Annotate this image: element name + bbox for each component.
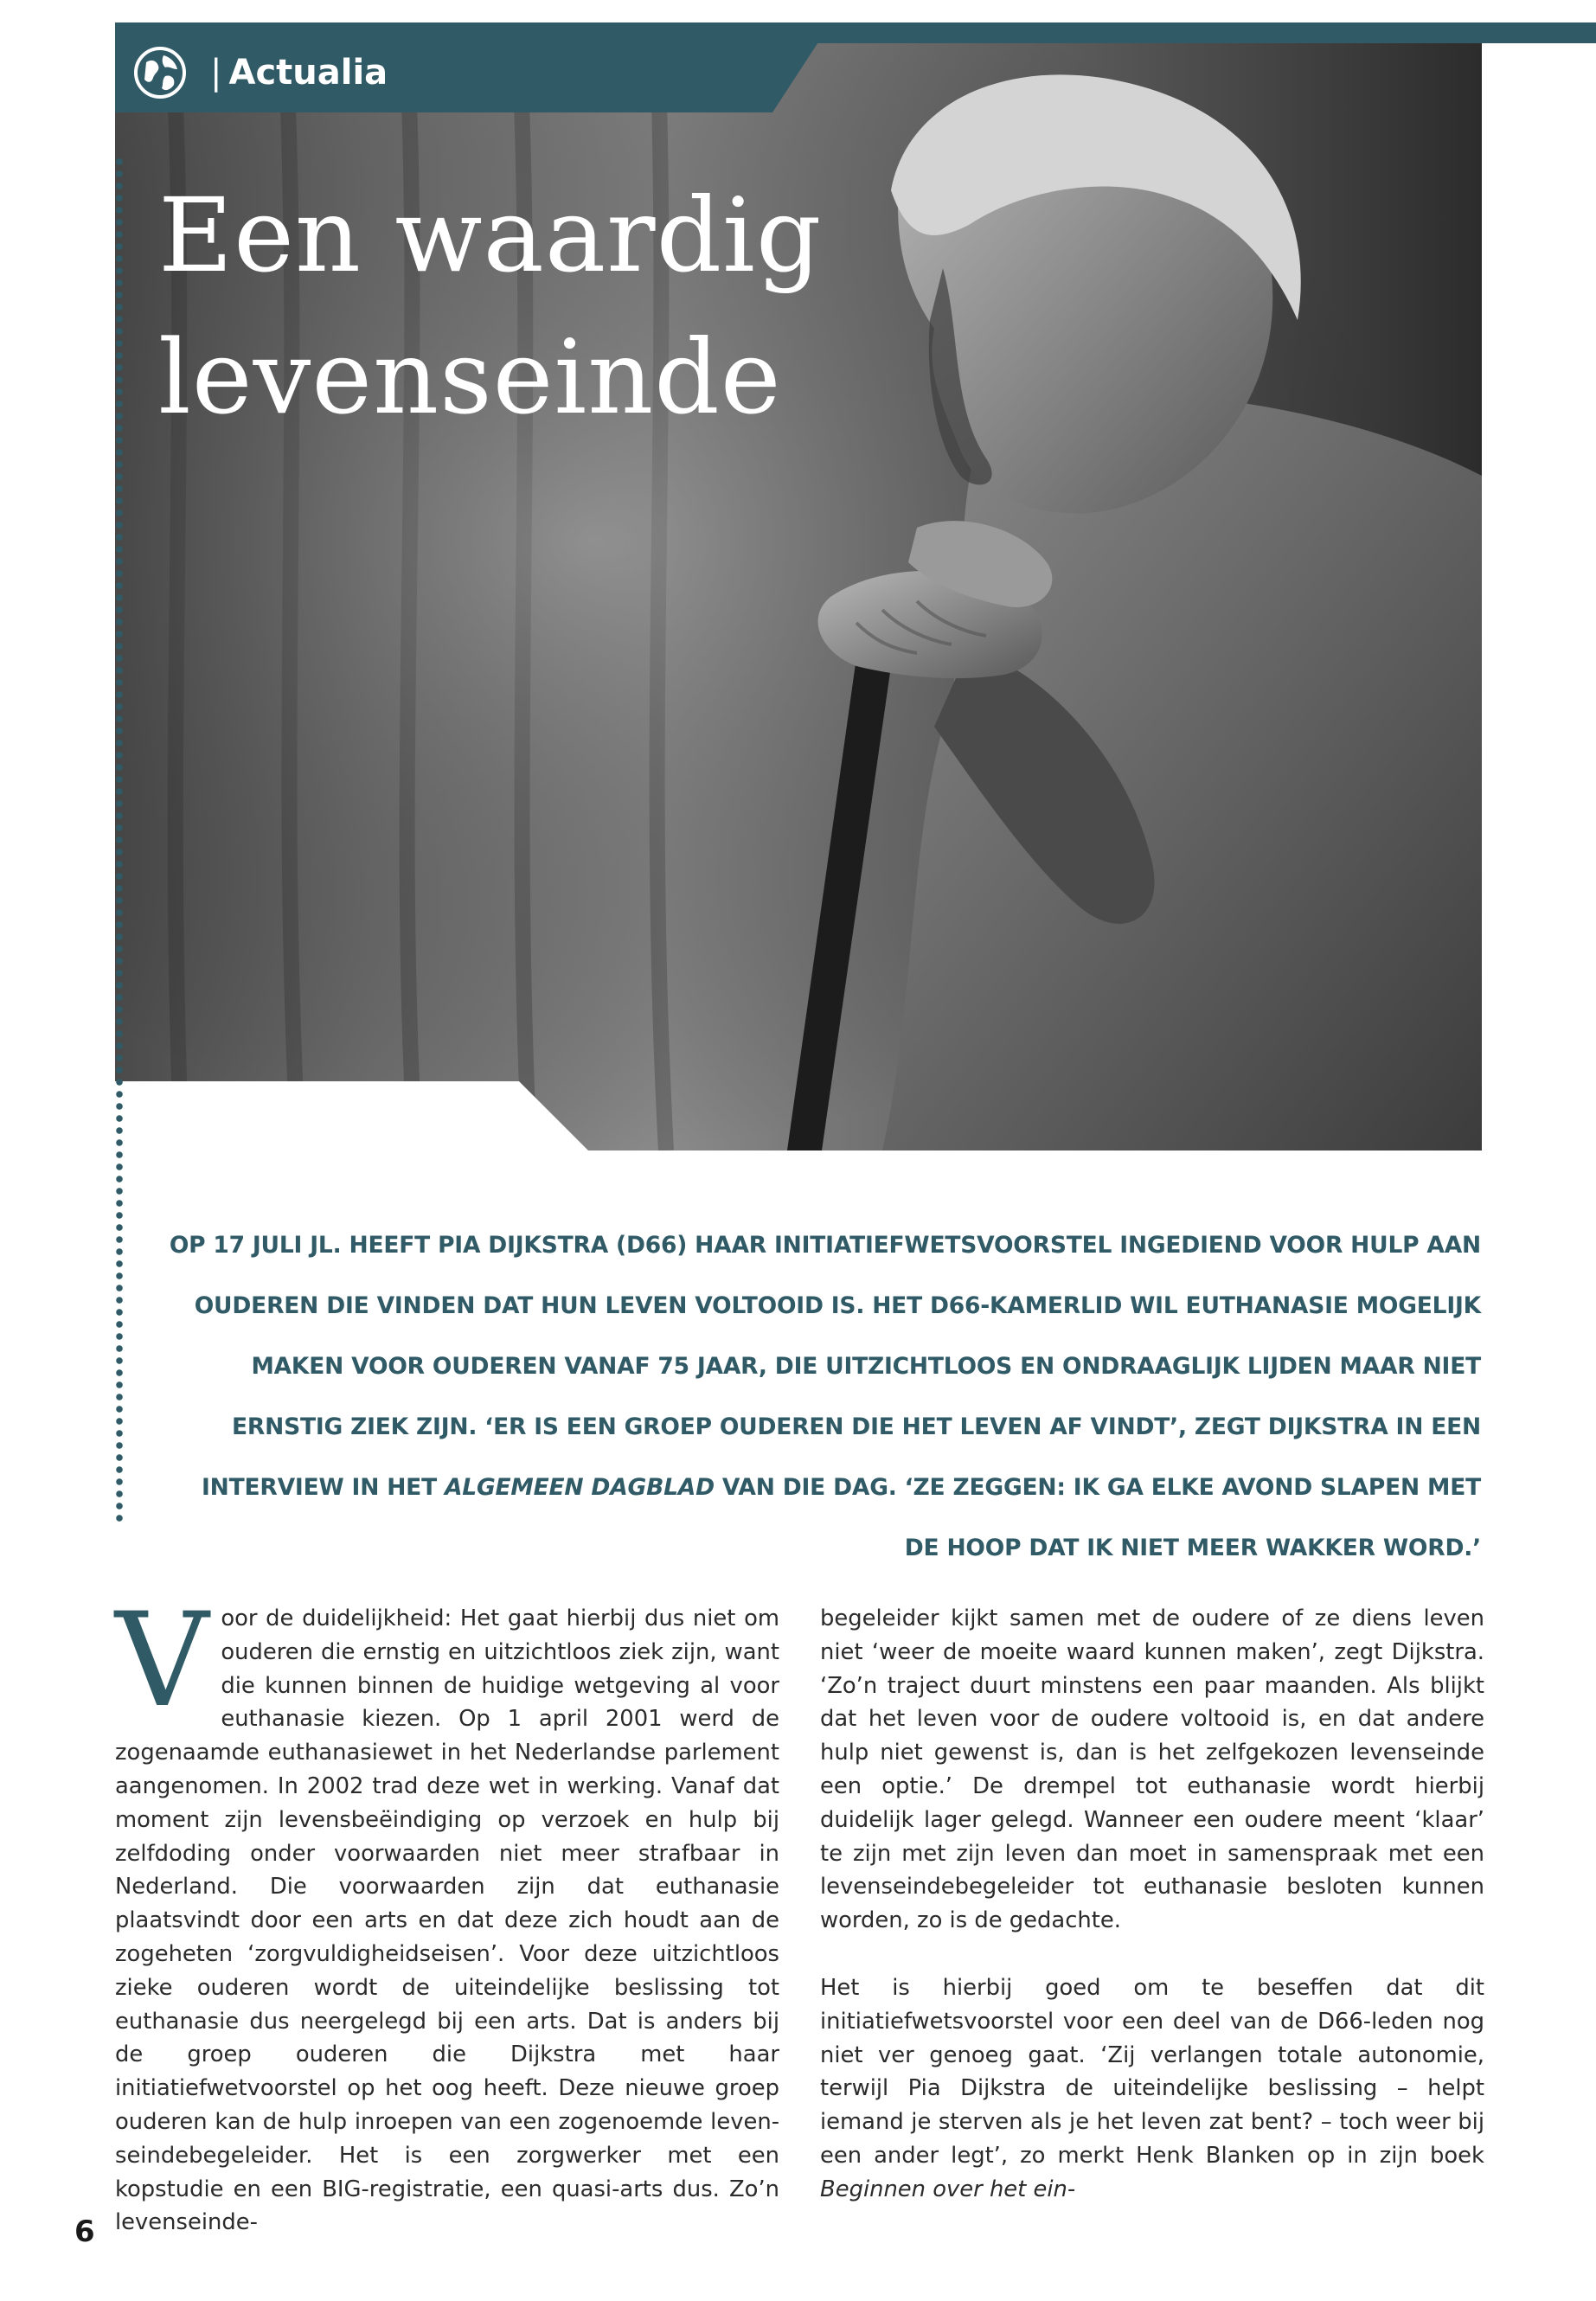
article-lead [164,1215,1481,1579]
body-column-right [820,1602,1484,2207]
section-separator: | [210,53,222,93]
section-label [210,48,388,97]
section-tab [115,33,824,112]
dropcap: V [115,1586,209,1736]
lead-publication: ALGEMEEN DAGBLAD [444,1474,715,1501]
globe-icon [132,45,188,100]
book-title: Beginnen over het ein- [820,2176,1076,2202]
page-number: 6 [74,2214,95,2249]
body-paragraph-text: Het is hierbij goed om te beseffen dat dit initiatiefwetsvoorstel voor een deel van de D66-leden nog niet ver genoeg gaat. ‘Zij verlangen totale autonomie, terwijl Pia Dijkstra de uiteindelijke beslissing – helpt iemand je sterven als je het leven zat bent? – toch weer bij een ander legt’, zo merkt Henk Blanken op in zijn boek [820,1974,1484,2169]
body-paragraph-text: oor de duidelijkheid: Het gaat hierbij dus niet om ouderen die ernstig en uitzichtloos ziek zijn, want die kunnen binnen de huidige wetgeving al voor euthanasie kiezen. Op 1 april 2001 werd de zogenaamde euthanasiewet in het Nederlandse parlement aangenomen. In 2002 trad deze wet in werking. Vanaf dat moment zijn levensbeëindiging op verzoek en hulp bij zelfdoding onder voorwaarden niet meer strafbaar in Nederland. Die voorwaarden zijn dat euthanasie plaatsvindt door een arts en dat deze zich houdt aan de zogeheten ‘zorgvuldigheidseisen’. Voor deze uitzichtloos zieke ouderen wordt de uiteindelijke beslissing tot euthanasie dus neergelegd bij een arts. Dat is anders bij de groep ouderen die Dijkstra met haar initiatiefwetvoorstel op het oog heeft. Deze nieuwe groep ouderen kan de hulp inroepen van een zogenoemde levenseindebegeleider. Het is een zorgwerker met een kopstudie en een BIG-registratie, een quasi-arts dus. Zo’n levenseinde- [115,1606,779,2236]
body-column-left [115,1586,779,2240]
lead-text-2: VAN DIE DAG. ‘ZE ZEGGEN: IK GA ELKE AVOND SLAPEN MET DE HOOP DAT IK NIET MEER WAKKER WORD.’ [714,1474,1481,1561]
body-paragraph [115,1586,779,2240]
lead-text-1: OP 17 JULI JL. HEEFT PIA DIJKSTRA (D66) HAAR INITIATIEFWETSVOORSTEL INGEDIEND VOOR HULP AAN OUDEREN DIE VINDEN DAT HUN LEVEN VOLTOOID IS. HET D66-KAMERLID WIL EUTHANASIE MOGELIJK MAKEN VOOR OUDEREN VANAF 75 JAAR, DIE UITZICHTLOOS EN ONDRAAGLIJK LIJDEN MAAR NIET ERNSTIG ZIEK ZIJN. ‘ER IS EEN GROEP OUDEREN DIE HET LEVEN AF VINDT’, ZEGT DIJKSTRA IN EEN INTERVIEW IN HET [169,1232,1481,1501]
section-name: Actualia [228,53,388,93]
body-paragraph [820,1971,1484,2207]
article-headline: Een waardig levenseinde [158,176,823,437]
body-paragraph: begeleider kijkt samen met de oudere of ze diens leven niet ‘weer de moeite waard kunnen maken’, zegt Dijkstra. ‘Zo’n traject duurt minstens een paar maanden. Als blijkt dat het leven voor de oudere voltooid is, en dat andere hulp niet gewenst is, dan is het zelfgekozen levenseinde een optie.’ De drempel tot euthanasie wordt hierbij duidelijk lager gelegd. Wanneer een oudere meent ‘klaar’ te zijn met zijn leven dan moet in samenspraak met een levenseindebegeleider tot euthanasie besloten kunnen worden, zo is de gedachte. [820,1606,1484,1934]
dotted-rule [115,156,124,1522]
